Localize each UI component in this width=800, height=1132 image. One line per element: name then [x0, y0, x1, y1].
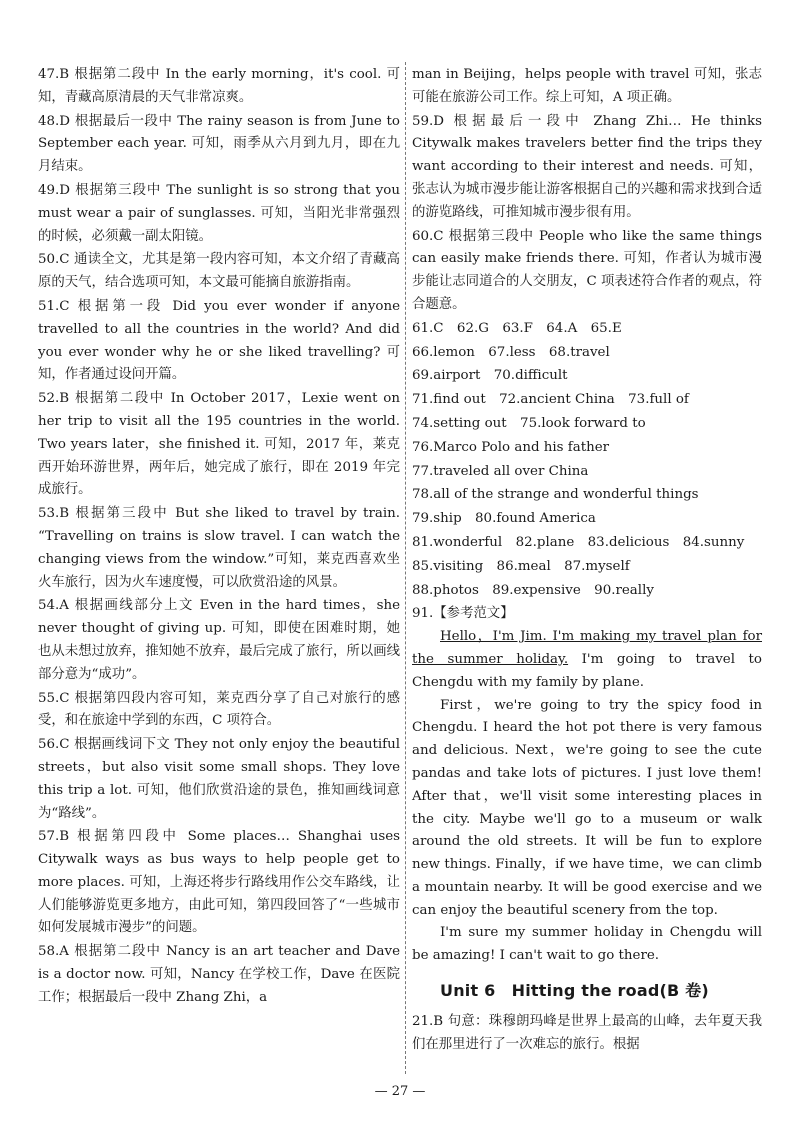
- answer-text: 根据最后一段中 Zhang Zhi… He thinks Citywalk makes travelers better find the trips they want according to their interest and needs. 可知，张志认为城市漫步能让游客根据自己的兴趣和需求找到合适的游览路线，可推知城市漫步很有用。: [412, 113, 762, 220]
- answer-item: [38, 180, 400, 248]
- page-number: — 27 —: [374, 1084, 426, 1099]
- answer-text: 根据第三段中 The sunlight is so strong that you must wear a pair of sunglasses. 可知，当阳光非常强烈的时候，必须戴一副太阳镜。: [38, 182, 400, 244]
- answer-text: 根据第一段 Did you ever wonder if anyone travelled to all the countries in the world? And did you ever wonder why he or she liked travelling? 可知，作者通过设问开篇。: [38, 298, 400, 383]
- answer-line: 69.airport 70.difficult: [412, 368, 568, 384]
- answer-number: 48.D: [38, 113, 71, 129]
- answer-line: 66.lemon 67.less 68.travel: [412, 344, 610, 360]
- answer-number: 55.C: [38, 690, 70, 706]
- essay-p1-rest: I'm going to travel to Chengdu with my family by plane.: [412, 651, 762, 690]
- answer-line: 88.photos 89.expensive 90.really: [412, 582, 654, 598]
- answer-line: 76.Marco Polo and his father: [412, 439, 610, 455]
- answer-text: 根据第二段中 In October 2017，Lexie went on her trip to visit all the 195 countries in the world. Two years later，she finished it. 可知，2017 年，莱克西开始环游世界，两年后，她完成了旅行，即在 2019 年完成旅行。: [38, 391, 400, 498]
- answer-line: 71.find out 72.ancient China 73.full of: [412, 392, 689, 408]
- answer-item: [38, 826, 400, 940]
- answer-number: 57.B: [38, 829, 70, 845]
- right-column: [412, 64, 762, 1057]
- answer-text: 根据画线部分上文 Even in the hard times，she never thought of giving up. 可知，即使在困难时期，她也从未想过放弃，推知她不放弃，最后完成了旅行，所以画线部分意为“成功”。: [38, 598, 400, 682]
- answer-number: 53.B: [38, 506, 70, 522]
- answer-line: 79.ship 80.found America: [412, 511, 596, 527]
- answer-item: [38, 734, 400, 825]
- answer-line: 78.all of the strange and wonderful things: [412, 487, 699, 503]
- answer-item: [412, 1011, 762, 1057]
- answer-item: [412, 111, 762, 225]
- essay-underlined-text: Hello，I'm Jim. I'm making my travel plan for the summer holiday.: [412, 629, 762, 667]
- answer-line: 77.traveled all over China: [412, 463, 589, 479]
- answer-item: [38, 388, 400, 502]
- answer-number: 56.C: [38, 737, 70, 753]
- answer-item: [38, 296, 400, 387]
- answer-item: [412, 226, 762, 317]
- answer-item: [38, 64, 400, 110]
- answer-line: 81.wonderful 82.plane 83.delicious 84.sunny: [412, 534, 745, 550]
- answer-number: 59.D: [412, 113, 445, 129]
- answer-text: 根据第三段中 People who like the same things can easily make friends there. 可知，作者认为城市漫步能让志同道合的人交朋友，C 项表述符合作者的观点，符合题意。: [412, 228, 762, 312]
- answer-number: 49.D: [38, 182, 71, 198]
- answer-continuation: man in Beijing，helps people with travel 可知，张志可能在旅游公司工作。综上可知，A 项正确。: [412, 67, 762, 105]
- answer-number: 21.B: [412, 1013, 444, 1029]
- essay-paragraph-1: [412, 626, 762, 694]
- answer-item: [38, 249, 400, 295]
- answer-item: [38, 503, 400, 594]
- column-divider: [405, 62, 406, 1074]
- answer-text: 根据画线词下文 They not only enjoy the beautiful streets，but also visit some small shops. They love this trip a lot. 可知，他们欣赏沿途的景色，推知画线词意为“路线”。: [38, 737, 400, 821]
- answer-number: 51.C: [38, 298, 70, 314]
- answer-item: [38, 111, 400, 179]
- essay-paragraph-2: First，we're going to try the spicy food in Chengdu. I heard the hot pot there is very famous and delicious. Next，we're going to see the cute pandas and take lots of pictures. I just love them! After that，we'll visit some interesting places in the city. Maybe we'll go to a museum or walk around the old streets. It will be fun to explore new things. Finally，if we have time，we can climb a mountain nearby. It will be good exercise and we can enjoy the beautiful scenery from the top.: [412, 697, 762, 918]
- model-essay: [412, 603, 762, 968]
- answer-item: [38, 688, 400, 734]
- answer-item: [38, 941, 400, 1009]
- essay-heading: 91.【参考范文】: [412, 606, 514, 622]
- answer-number: 52.B: [38, 391, 70, 407]
- answer-text: 根据第二段中 In the early morning，it's cool. 可知，青藏高原清晨的天气非常凉爽。: [38, 67, 400, 105]
- answer-text: 根据最后一段中 The rainy season is from June to September each year. 可知，雨季从六月到九月，即在九月结束。: [38, 113, 400, 175]
- answer-line: 74.setting out 75.look forward to: [412, 415, 646, 431]
- answer-text: 句意：珠穆朗玛峰是世界上最高的山峰，去年夏天我们在那里进行了一次难忘的旅行。根据: [412, 1013, 762, 1052]
- answer-number: 47.B: [38, 67, 70, 82]
- answer-number: 60.C: [412, 228, 444, 244]
- answer-text: 通读全文，尤其是第一段内容可知，本文介绍了青藏高原的天气，结合选项可知，本文最可能摘自旅游指南。: [38, 252, 401, 291]
- answer-line: 85.visiting 86.meal 87.myself: [412, 558, 630, 574]
- answer-item: [38, 595, 400, 686]
- answer-number: 58.A: [38, 944, 69, 960]
- unit-title: Unit 6 Hitting the road(B 卷): [440, 981, 709, 1001]
- answer-number: 54.A: [38, 598, 69, 614]
- essay-paragraph-3: I'm sure my summer holiday in Chengdu will be amazing! I can't wait to go there.: [412, 925, 762, 964]
- answer-line: 61.C 62.G 63.F 64.A 65.E: [412, 320, 622, 336]
- answer-number: 50.C: [38, 252, 70, 268]
- left-column: [38, 64, 400, 1011]
- answer-text: 根据第三段中 But she liked to travel by train. “Travelling on trains is slow travel. I can watch the changing views from the window.”可知，莱克西喜欢坐火车旅行，因为火车速度慢，可以欣赏沿途的风景。: [38, 506, 400, 590]
- answer-text: 根据第四段内容可知，莱克西分享了自己对旅行的感受，和在旅途中学到的东西，C 项符合。: [38, 690, 401, 729]
- answer-text: 根据第四段中 Some places… Shanghai uses Citywalk ways as bus ways to help people get to more places. 可知，上海还将步行路线用作公交车路线，让人们能够游览更多地方，由此可知，第四段回答了“一些城市如何发展城市漫步”的问题。: [38, 829, 400, 936]
- answer-text: 根据第二段中 Nancy is an art teacher and Dave is a doctor now. 可知，Nancy 在学校工作，Dave 在医院工作；根据最后一段中 Zhang Zhi，a: [38, 944, 400, 1005]
